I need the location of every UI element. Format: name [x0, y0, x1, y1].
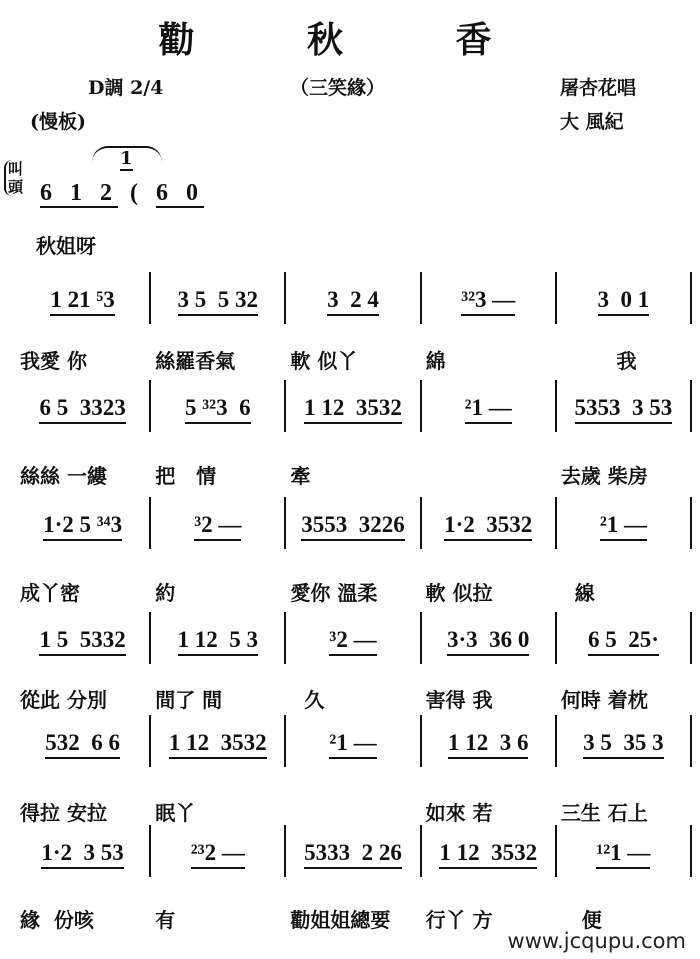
note-group: 1 12 5 3 — [178, 627, 259, 656]
measure — [151, 612, 286, 664]
staff-system — [16, 825, 692, 877]
tempo-marking: (慢板) — [30, 111, 86, 133]
note-group: 6 5 3323 — [39, 395, 125, 424]
measure — [151, 380, 286, 432]
intro-notes — [40, 180, 204, 207]
measure — [16, 715, 151, 767]
key-time-signature: D調 2/4 — [88, 77, 164, 99]
song-title: 勸 秋 香 — [158, 19, 542, 61]
note-group: ²1 — — [465, 395, 512, 424]
lyric-segment: 何時 着枕 — [560, 688, 648, 712]
measure — [557, 380, 692, 432]
lyric-segment: 勸姐姐總要 — [290, 908, 391, 932]
measure — [286, 497, 421, 549]
singer-credit: 屠杏花唱 — [560, 77, 637, 99]
lyric-segment: 線 — [560, 581, 595, 605]
measure — [557, 272, 692, 324]
note-group: ²1 — — [329, 730, 376, 759]
note-group: 3 0 1 — [598, 287, 650, 316]
note-group: 3 2 4 — [327, 287, 379, 316]
note-group: ³²3 — — [461, 287, 515, 316]
lyric-segment: 軟 似拉 — [425, 581, 493, 605]
lyric-segment: 愛你 溫柔 — [290, 581, 378, 605]
measure — [16, 497, 151, 549]
lyric-segment: 絲絲 一縷 — [20, 464, 107, 488]
note-group: 1 5 5332 — [39, 627, 125, 656]
lyric-segment: 三生 石上 — [560, 801, 648, 825]
measure — [422, 825, 557, 877]
lyric-segment: 絲羅香氣 — [155, 349, 236, 373]
measure — [557, 715, 692, 767]
measure — [151, 715, 286, 767]
lyric-segment: 把 情 — [155, 464, 217, 488]
intro-lyric: 秋姐呀 — [36, 234, 96, 258]
lyric-line — [16, 684, 692, 713]
measure — [286, 825, 421, 877]
measure — [286, 380, 421, 432]
lyric-segment: 間了 間 — [155, 688, 223, 712]
note-group: 3 5 5 32 — [178, 287, 259, 316]
staff-system — [16, 612, 692, 664]
lyric-segment: 久 — [290, 688, 325, 712]
measure — [16, 380, 151, 432]
note-group: 3553 3226 — [301, 512, 405, 541]
lyric-line — [16, 797, 692, 826]
measure — [286, 715, 421, 767]
intro-label: 叫頭 — [4, 160, 26, 196]
note-group: ²1 — — [600, 512, 647, 541]
staff-system — [16, 380, 692, 432]
subtitle: （三笑緣） — [290, 77, 386, 99]
note-group: 1·2 5 ³⁴3 — [43, 512, 122, 541]
watermark: www.jcqupu.com — [507, 929, 686, 953]
lyric-segment: 從此 分別 — [20, 688, 107, 712]
lyric-segment: 害得 我 — [425, 688, 493, 712]
parenthesis: ( — [130, 180, 144, 206]
note-group: 1·2 3532 — [444, 512, 532, 541]
lyric-segment: 成丫密 — [20, 581, 80, 605]
grace-note: 1 — [120, 148, 133, 169]
staff-system — [16, 272, 692, 324]
lyric-segment: 眠丫 — [155, 801, 196, 825]
measure — [151, 497, 286, 549]
lyric-segment: 綿 — [425, 349, 446, 373]
note-group: 6 1 2 — [40, 180, 118, 206]
note-group: 1 12 3 6 — [448, 730, 529, 759]
measure — [286, 612, 421, 664]
note-group: 3 5 35 3 — [583, 730, 664, 759]
lyric-segment: 我愛 你 — [20, 349, 87, 373]
note-group: 1 12 3532 — [304, 395, 402, 424]
measure — [286, 272, 421, 324]
lyric-segment: 緣 份咳 — [20, 908, 94, 932]
lyric-segment: 如來 若 — [425, 801, 493, 825]
note-group: ¹²1 — — [596, 840, 650, 869]
measure — [151, 272, 286, 324]
note-group: 3·3 36 0 — [447, 627, 529, 656]
measure — [422, 497, 557, 549]
note-group: 5 ³²3 6 — [185, 395, 251, 424]
note-group: 1·2 3 53 — [41, 840, 123, 869]
lyric-segment: 行丫 方 — [425, 908, 493, 932]
measure — [422, 380, 557, 432]
lyric-segment: 牽 — [290, 464, 311, 488]
note-group: 1 12 3532 — [169, 730, 267, 759]
measure — [16, 612, 151, 664]
note-group: ²³2 — — [191, 840, 245, 869]
measure — [557, 612, 692, 664]
note-group: 5353 3 53 — [575, 395, 673, 424]
measure — [557, 497, 692, 549]
staff-system — [16, 715, 692, 767]
note-group: 532 6 6 — [45, 730, 120, 759]
lyric-segment: 便 — [560, 908, 602, 932]
measure — [16, 825, 151, 877]
staff-system — [16, 497, 692, 549]
lyric-segment — [286, 797, 421, 826]
lyric-segment: 約 — [155, 581, 176, 605]
lyric-segment: 去歲 柴房 — [560, 464, 648, 488]
lyric-segment: 得拉 安拉 — [20, 801, 107, 825]
note-group: 5333 2 26 — [304, 840, 402, 869]
measure — [422, 715, 557, 767]
note-group: ³2 — — [194, 512, 241, 541]
note-group: 6 0 — [156, 180, 204, 206]
lyric-line — [16, 345, 692, 374]
note-group: ³2 — — [329, 627, 376, 656]
measure — [422, 272, 557, 324]
note-group: 6 5 25· — [588, 627, 659, 656]
lyric-segment: 軟 似丫 — [290, 349, 358, 373]
measure — [557, 825, 692, 877]
lyric-line — [16, 460, 692, 489]
lyric-segment: 有 — [155, 908, 176, 932]
note-group: 1 21 ⁵3 — [50, 287, 114, 316]
measure — [151, 825, 286, 877]
measure — [422, 612, 557, 664]
lyric-segment: 我 — [560, 349, 637, 373]
note-group: 1 12 3532 — [439, 840, 537, 869]
lyric-segment — [422, 460, 557, 489]
recorder-credit: 大 風紀 — [560, 111, 624, 133]
measure — [16, 272, 151, 324]
lyric-line — [16, 577, 692, 606]
